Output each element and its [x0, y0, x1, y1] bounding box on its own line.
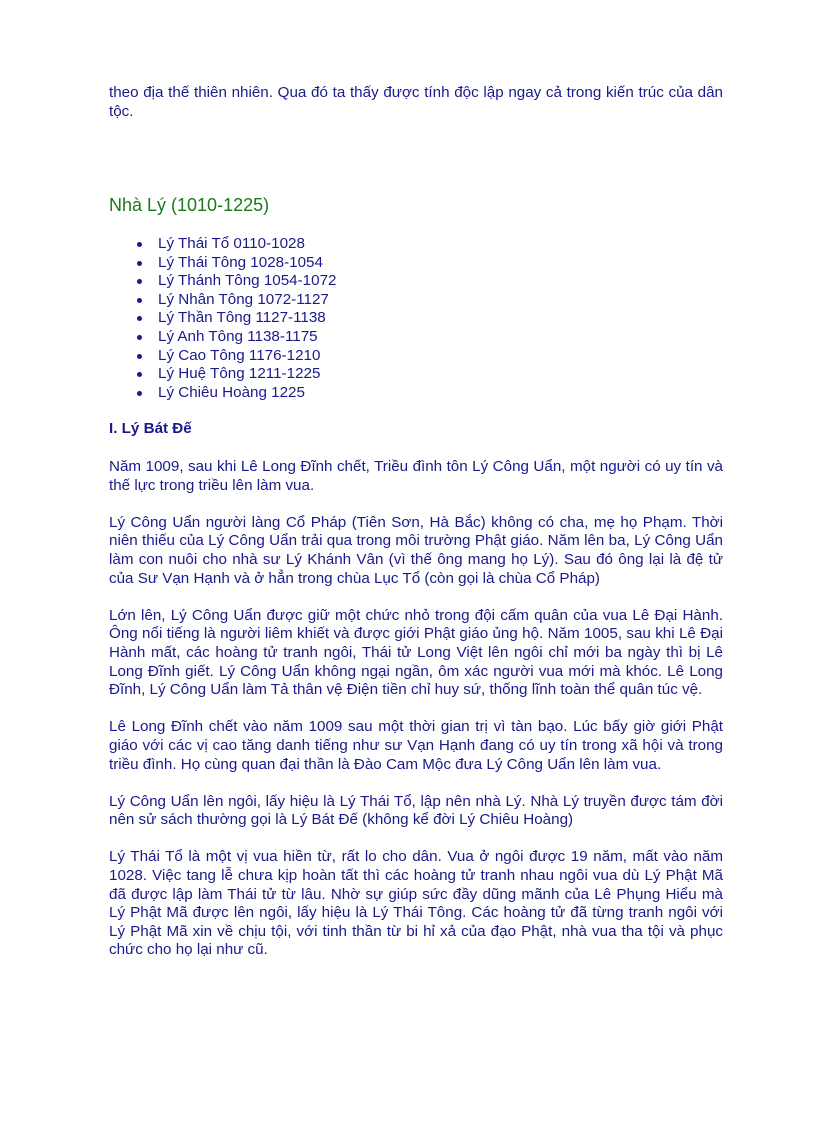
- list-item: Lý Thánh Tông 1054-1072: [137, 272, 336, 291]
- list-item: Lý Thái Tổ 0110-1028: [137, 235, 336, 254]
- list-item: Lý Thái Tông 1028-1054: [137, 254, 336, 273]
- body-paragraph: Lê Long Đĩnh chết vào năm 1009 sau một thời gian trị vì tàn bạo. Lúc bấy giờ giới Phật giáo với các vị cao tăng danh tiếng như sư Vạn Hạnh đang có uy tín trong xã hội và trong triều đình. Họ cùng quan đại thần là Đào Cam Mộc đưa Lý Công Uẩn lên làm vua.: [109, 718, 723, 773]
- list-item: Lý Cao Tông 1176-1210: [137, 347, 336, 366]
- subheading: I. Lý Bát Đế: [109, 420, 192, 437]
- list-item: Lý Nhân Tông 1072-1127: [137, 291, 336, 310]
- body-paragraph: Năm 1009, sau khi Lê Long Đĩnh chết, Triều đình tôn Lý Công Uẩn, một người có uy tín và thế lực trong triều lên làm vua.: [109, 458, 723, 494]
- list-item: Lý Chiêu Hoàng 1225: [137, 384, 336, 403]
- body-paragraph: Lý Công Uẩn người làng Cổ Pháp (Tiên Sơn, Hà Bắc) không có cha, mẹ họ Phạm. Thời niên thiếu của Lý Công Uẩn trải qua trong môi trường Phật giáo. Năm lên ba, Lý Công Uẩn làm con nuôi cho nhà sư Lý Khánh Vân (vì thế ông mang họ Lý). Sau đó ông lại là đệ tử của Sư Vạn Hạnh và ở hẳn trong chùa Lục Tổ (còn gọi là chùa Cổ Pháp): [109, 513, 723, 587]
- section-title: Nhà Lý (1010-1225): [109, 195, 270, 215]
- stray-mark: ': [106, 172, 107, 177]
- reign-list: [137, 235, 336, 402]
- body-paragraph: Lớn lên, Lý Công Uẩn được giữ một chức nhỏ trong đội cấm quân của vua Lê Đại Hành. Ông nổi tiếng là người liêm khiết và được giới Phật giáo ủng hộ. Năm 1005, sau khi Lê Đại Hành mất, các hoàng tử tranh ngôi, Thái tử Long Việt lên ngôi chỉ mới ba ngày thì bị Lê Long Đĩnh giết. Lý Công Uẩn không ngại ngần, ôm xác người vua mới mà khóc. Lê Long Đĩnh, Lý Công Uẩn làm Tả thân vệ Điện tiền chỉ huy sứ, thống lĩnh toàn thể quân túc vệ.: [109, 606, 723, 699]
- body-text: [109, 458, 723, 979]
- body-paragraph: Lý Thái Tổ là một vị vua hiền từ, rất lo cho dân. Vua ở ngôi được 19 năm, mất vào năm 1028. Việc tang lễ chưa kịp hoàn tất thì các hoàng tử tranh nhau ngôi vua dù Lý Phật Mã đã được lập làm Thái tử từ lâu. Nhờ sự giúp sức đầy dũng mãnh của Lê Phụng Hiểu mà Lý Phật Mã được lên ngôi, lấy hiệu là Lý Thái Tông. Các hoàng tử đã từng tranh ngôi với Lý Phật Mã xin về chịu tội, với tinh thần từ bi hỉ xả của đạo Phật, nhà vua tha tội và phục chức cho họ lại như cũ.: [109, 848, 723, 959]
- body-paragraph: Lý Công Uẩn lên ngôi, lấy hiệu là Lý Thái Tổ, lập nên nhà Lý. Nhà Lý truyền được tám đời nên sử sách thường gọi là Lý Bát Đế (không kể đời Lý Chiêu Hoàng): [109, 792, 723, 829]
- list-item: Lý Huệ Tông 1211-1225: [137, 365, 336, 384]
- intro-paragraph: theo địa thế thiên nhiên. Qua đó ta thấy được tính độc lập ngay cả trong kiến trúc của dân tộc.: [109, 84, 723, 120]
- list-item: Lý Thần Tông 1127-1138: [137, 309, 336, 328]
- list-item: Lý Anh Tông 1138-1175: [137, 328, 336, 347]
